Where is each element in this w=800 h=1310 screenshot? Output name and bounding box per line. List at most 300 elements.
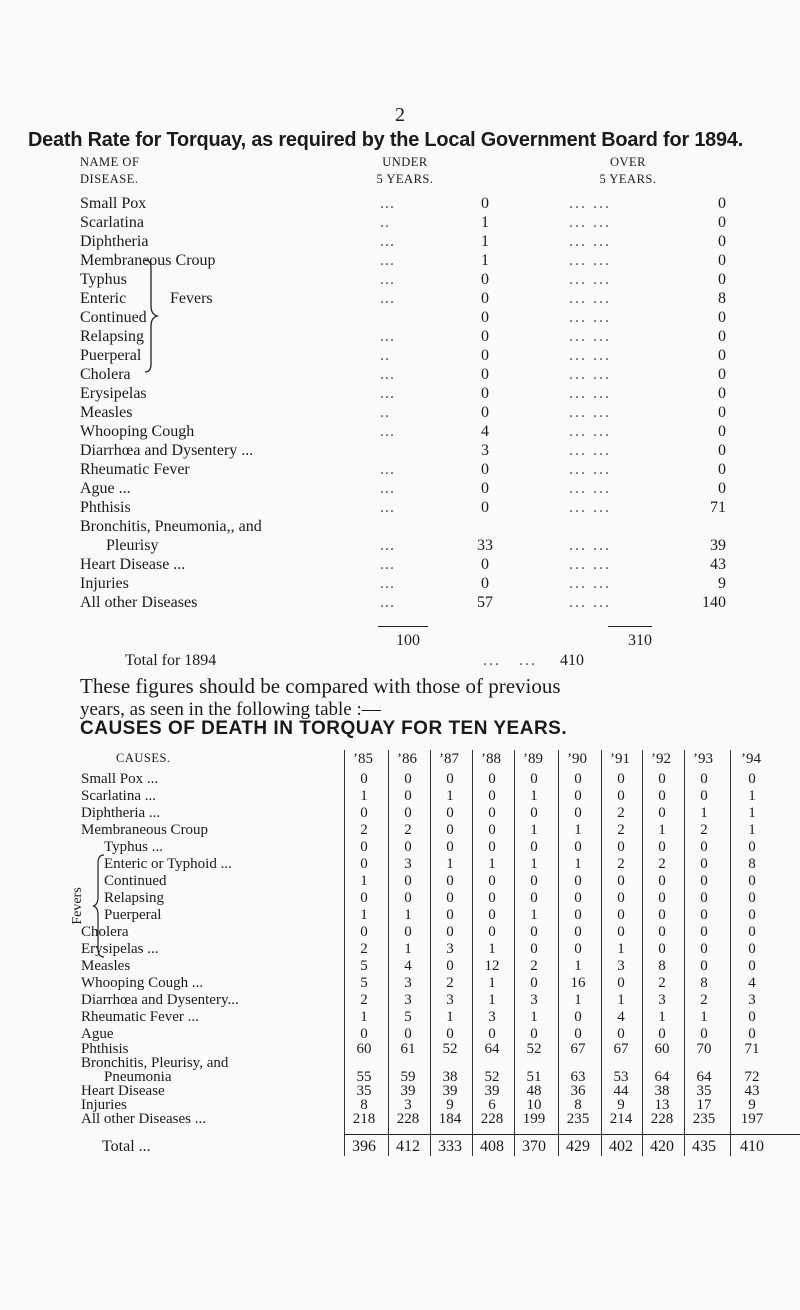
cell-value: 2 — [530, 958, 538, 974]
leader-dots: ... — [380, 537, 395, 554]
under-five-value: 0 — [481, 309, 489, 326]
cell-value: 2 — [658, 856, 666, 872]
disease-name: All other Diseases — [80, 594, 198, 611]
cell-value: 1 — [488, 856, 496, 872]
total-label: Total for 1894 — [125, 652, 217, 669]
disease-name: Cholera — [80, 366, 131, 383]
cell-value: 35 — [696, 1083, 712, 1099]
cause-name: Rheumatic Fever ... — [81, 1009, 199, 1025]
leader-dots: ... ... — [569, 214, 611, 231]
year-header: ’86 — [397, 751, 417, 767]
cell-value: 0 — [404, 839, 412, 855]
year-header: ’88 — [481, 751, 501, 767]
total-value: 333 — [438, 1138, 462, 1155]
cell-value: 71 — [744, 1041, 760, 1057]
cell-value: 1 — [446, 788, 454, 804]
cause-name: Whooping Cough ... — [81, 975, 204, 991]
leader-dots: ... ... — [569, 556, 611, 573]
cell-value: 1 — [574, 822, 582, 838]
over-five-value: 0 — [718, 385, 726, 402]
cell-value: 0 — [360, 924, 368, 940]
total-row-label: Total ... — [102, 1138, 151, 1155]
total-rule — [344, 1134, 800, 1135]
cell-value: 0 — [658, 890, 666, 906]
cause-name: Diphtheria ... — [81, 805, 161, 821]
leader-dots: ... — [380, 328, 395, 345]
cell-value: 0 — [488, 839, 496, 855]
cell-value: 0 — [617, 873, 625, 889]
table-row — [80, 479, 780, 499]
cell-value: 2 — [360, 992, 368, 1008]
cell-value: 0 — [700, 771, 708, 787]
cell-value: 0 — [574, 873, 582, 889]
cell-value: 0 — [446, 890, 454, 906]
cell-value: 0 — [488, 771, 496, 787]
table-row — [80, 498, 780, 518]
cell-value: 0 — [488, 890, 496, 906]
cell-value: 0 — [530, 873, 538, 889]
cell-value: 0 — [446, 822, 454, 838]
cell-value: 1 — [748, 822, 756, 838]
table-row — [80, 441, 780, 461]
name-header-line2: DISEASE. — [80, 172, 139, 186]
cause-name: Diarrhœa and Dysentery... — [81, 992, 239, 1008]
over-five-value: 0 — [718, 233, 726, 250]
cell-value: 0 — [446, 805, 454, 821]
under-five-value: 0 — [481, 556, 489, 573]
cell-value: 0 — [360, 839, 368, 855]
under-five-value: 0 — [481, 461, 489, 478]
cell-value: 0 — [748, 873, 756, 889]
total-value: 429 — [566, 1138, 590, 1155]
cause-name: Typhus ... — [104, 839, 163, 855]
cell-value: 60 — [356, 1041, 372, 1057]
cause-name: Phthisis — [81, 1041, 129, 1057]
cell-value: 0 — [530, 941, 538, 957]
under-five-value: 57 — [477, 594, 493, 611]
under-five-value: 0 — [481, 480, 489, 497]
leader-dots: .. — [380, 214, 390, 231]
cell-value: 0 — [748, 941, 756, 957]
fevers-brace — [143, 258, 167, 374]
cell-value: 52 — [484, 1069, 500, 1085]
cell-value: 1 — [404, 907, 412, 923]
fevers-label: Fevers — [170, 290, 213, 307]
cell-value: 1 — [658, 822, 666, 838]
under-five-value: 0 — [481, 575, 489, 592]
leader-dots: ... ... — [569, 347, 611, 364]
leader-dots: ... ... — [569, 233, 611, 250]
cell-value: 0 — [574, 941, 582, 957]
table-row — [80, 460, 780, 480]
disease-name: Enteric — [80, 290, 127, 307]
total-value: 435 — [692, 1138, 716, 1155]
cell-value: 2 — [617, 822, 625, 838]
leader-dots: ... ... — [569, 252, 611, 269]
cell-value: 3 — [404, 1097, 412, 1113]
cell-value: 1 — [530, 1009, 538, 1025]
cell-value: 3 — [404, 856, 412, 872]
table-row — [80, 327, 780, 347]
cell-value: 0 — [658, 907, 666, 923]
under-five-value: 1 — [481, 252, 489, 269]
over-five-value: 0 — [718, 195, 726, 212]
cell-value: 0 — [446, 958, 454, 974]
cell-value: 0 — [574, 907, 582, 923]
cell-value: 0 — [488, 788, 496, 804]
cell-value: 2 — [446, 975, 454, 991]
cell-value: 0 — [360, 856, 368, 872]
cell-value: 0 — [404, 890, 412, 906]
cell-value: 0 — [700, 958, 708, 974]
cell-value: 0 — [700, 1026, 708, 1042]
subtotal-rule-over — [608, 626, 652, 627]
cell-value: 0 — [700, 924, 708, 940]
cell-value: 3 — [488, 1009, 496, 1025]
fevers-vertical-label: Fevers — [70, 887, 85, 925]
cell-value: 17 — [696, 1097, 712, 1113]
over-five-value: 0 — [718, 328, 726, 345]
cell-value: 1 — [574, 992, 582, 1008]
cell-value: 214 — [609, 1111, 633, 1127]
cell-value: 0 — [658, 924, 666, 940]
cell-value: 0 — [700, 907, 708, 923]
cell-value: 0 — [748, 839, 756, 855]
cell-value: 4 — [748, 975, 756, 991]
leader-dots: ... ... — [569, 594, 611, 611]
cell-value: 2 — [700, 992, 708, 1008]
disease-name: Pleurisy — [106, 537, 159, 554]
leader-dots: ... ... — [569, 385, 611, 402]
cell-value: 1 — [360, 788, 368, 804]
cell-value: 0 — [617, 839, 625, 855]
cell-value: 197 — [740, 1111, 764, 1127]
cell-value: 0 — [658, 771, 666, 787]
cell-value: 1 — [748, 805, 756, 821]
leader-dots: ... ... — [569, 480, 611, 497]
cell-value: 1 — [617, 992, 625, 1008]
cell-value: 0 — [658, 805, 666, 821]
cell-value: 3 — [748, 992, 756, 1008]
leader-dots: ... — [380, 195, 395, 212]
table-row — [80, 403, 780, 423]
cell-value: 1 — [530, 822, 538, 838]
total-row — [0, 1137, 800, 1156]
cell-value: 0 — [748, 890, 756, 906]
cell-value: 0 — [488, 1026, 496, 1042]
cell-value: 0 — [404, 771, 412, 787]
cell-value: 3 — [446, 941, 454, 957]
over-five-value: 43 — [710, 556, 726, 573]
leader-dots: ... — [380, 461, 395, 478]
cell-value: 3 — [658, 992, 666, 1008]
disease-name: Diphtheria — [80, 233, 149, 250]
leader-dots: ... ... — [569, 442, 611, 459]
leader-dots: ... ... — [569, 366, 611, 383]
cell-value: 0 — [404, 873, 412, 889]
leader-dots: ... — [380, 480, 395, 497]
cause-name: Bronchitis, Pleurisy, and — [81, 1055, 229, 1071]
cell-value: 0 — [700, 788, 708, 804]
cause-name: All other Diseases ... — [81, 1111, 206, 1127]
table2-title: CAUSES OF DEATH IN TORQUAY FOR TEN YEARS. — [80, 718, 568, 739]
cell-value: 8 — [574, 1097, 582, 1113]
cell-value: 0 — [574, 1026, 582, 1042]
cell-value: 0 — [658, 1026, 666, 1042]
year-header: ’94 — [741, 751, 761, 767]
cell-value: 0 — [530, 839, 538, 855]
over-header-line2: 5 YEARS. — [599, 172, 657, 186]
cell-value: 36 — [570, 1083, 586, 1099]
leader-dots: ... ... — [569, 423, 611, 440]
disease-name: Phthisis — [80, 499, 131, 516]
cell-value: 0 — [574, 890, 582, 906]
cell-value: 0 — [617, 907, 625, 923]
cell-value: 0 — [574, 839, 582, 855]
cell-value: 1 — [574, 856, 582, 872]
cell-value: 0 — [530, 1026, 538, 1042]
cell-value: 39 — [484, 1083, 500, 1099]
total-value: 420 — [650, 1138, 674, 1155]
over-five-value: 0 — [718, 461, 726, 478]
cell-value: 48 — [526, 1083, 542, 1099]
cell-value: 64 — [654, 1069, 670, 1085]
cause-name: Relapsing — [104, 890, 164, 906]
cell-value: 235 — [566, 1111, 590, 1127]
cell-value: 0 — [748, 907, 756, 923]
page-title: Death Rate for Torquay, as required by the Local Government Board for 1894. — [28, 128, 744, 151]
table-row — [80, 213, 780, 233]
over-five-value: 39 — [710, 537, 726, 554]
cell-value: 2 — [617, 856, 625, 872]
cell-value: 3 — [446, 992, 454, 1008]
over-five-value: 0 — [718, 404, 726, 421]
cell-value: 199 — [522, 1111, 546, 1127]
cell-value: 0 — [530, 924, 538, 940]
cell-value: 0 — [700, 941, 708, 957]
table-row — [0, 1110, 800, 1129]
table-row — [80, 346, 780, 366]
cell-value: 52 — [442, 1041, 458, 1057]
leader-dots: ... — [380, 252, 395, 269]
cell-value: 0 — [617, 890, 625, 906]
cell-value: 0 — [488, 822, 496, 838]
cell-value: 1 — [530, 907, 538, 923]
cell-value: 1 — [530, 856, 538, 872]
subtotal-under: 100 — [396, 632, 420, 649]
cell-value: 9 — [446, 1097, 454, 1113]
cell-value: 2 — [360, 941, 368, 957]
cell-value: 0 — [748, 958, 756, 974]
cell-value: 1 — [748, 788, 756, 804]
cell-value: 16 — [570, 975, 586, 991]
total-value: 396 — [352, 1138, 376, 1155]
under-five-value: 1 — [481, 214, 489, 231]
cell-value: 235 — [692, 1111, 716, 1127]
disease-name: Membraneous Croup — [80, 252, 216, 269]
leader-dots: ... ... — [569, 328, 611, 345]
leader-dots: ... — [380, 423, 395, 440]
cell-value: 0 — [530, 975, 538, 991]
causes-header: CAUSES. — [116, 751, 171, 765]
under-five-value: 33 — [477, 537, 493, 554]
cell-value: 1 — [700, 805, 708, 821]
total-value: 410 — [740, 1138, 764, 1155]
leader-dots: ... ... — [569, 309, 611, 326]
cell-value: 0 — [700, 890, 708, 906]
under-five-value: 0 — [481, 347, 489, 364]
cell-value: 1 — [617, 941, 625, 957]
total-value: 408 — [480, 1138, 504, 1155]
cell-value: 39 — [400, 1083, 416, 1099]
cell-value: 67 — [570, 1041, 586, 1057]
cell-value: 0 — [446, 907, 454, 923]
cell-value: 0 — [574, 1009, 582, 1025]
under-header-line1: UNDER — [382, 155, 428, 169]
cell-value: 0 — [530, 890, 538, 906]
cell-value: 0 — [574, 924, 582, 940]
over-five-value: 0 — [718, 423, 726, 440]
table-row — [80, 593, 780, 613]
table-row — [80, 536, 780, 556]
cell-value: 1 — [360, 1009, 368, 1025]
cell-value: 55 — [356, 1069, 372, 1085]
cell-value: 0 — [530, 805, 538, 821]
cell-value: 0 — [488, 907, 496, 923]
cell-value: 1 — [360, 907, 368, 923]
table-row — [80, 422, 780, 442]
cell-value: 3 — [530, 992, 538, 1008]
cell-value: 52 — [526, 1041, 542, 1057]
leader-dots: ... ... — [569, 290, 611, 307]
cell-value: 184 — [438, 1111, 462, 1127]
cause-name: Membraneous Croup — [81, 822, 209, 838]
cell-value: 38 — [442, 1069, 458, 1085]
total-leader: ... ... — [483, 652, 537, 669]
leader-dots: ... ... — [569, 499, 611, 516]
cell-value: 1 — [488, 941, 496, 957]
leader-dots: ... ... — [569, 271, 611, 288]
leader-dots: ... — [380, 271, 395, 288]
cell-value: 64 — [484, 1041, 500, 1057]
over-five-value: 0 — [718, 366, 726, 383]
cell-value: 0 — [404, 788, 412, 804]
cell-value: 0 — [700, 873, 708, 889]
cell-value: 228 — [650, 1111, 674, 1127]
table-row — [80, 308, 780, 328]
leader-dots: ... — [380, 499, 395, 516]
cell-value: 0 — [360, 805, 368, 821]
cell-value: 13 — [654, 1097, 670, 1113]
cell-value: 1 — [658, 1009, 666, 1025]
cell-value: 0 — [530, 771, 538, 787]
under-header-line2: 5 YEARS. — [376, 172, 434, 186]
under-five-value: 0 — [481, 366, 489, 383]
cell-value: 38 — [654, 1083, 670, 1099]
leader-dots: ... — [380, 233, 395, 250]
cell-value: 8 — [658, 958, 666, 974]
paragraph-line2: years, as seen in the following table :— — [80, 699, 381, 720]
leader-dots: ... — [380, 556, 395, 573]
cell-value: 228 — [480, 1111, 504, 1127]
cell-value: 2 — [404, 822, 412, 838]
cell-value: 0 — [446, 1026, 454, 1042]
cell-value: 9 — [617, 1097, 625, 1113]
cell-value: 3 — [404, 975, 412, 991]
cell-value: 1 — [488, 992, 496, 1008]
table-row — [80, 517, 780, 537]
over-five-value: 0 — [718, 252, 726, 269]
cell-value: 1 — [700, 1009, 708, 1025]
leader-dots: ... — [380, 290, 395, 307]
disease-name: Rheumatic Fever — [80, 461, 190, 478]
cell-value: 53 — [613, 1069, 629, 1085]
cell-value: 2 — [617, 805, 625, 821]
cell-value: 63 — [570, 1069, 586, 1085]
cause-name: Ague — [81, 1026, 114, 1042]
table-row — [80, 251, 780, 271]
over-five-value: 140 — [702, 594, 726, 611]
leader-dots: ... ... — [569, 575, 611, 592]
year-header: ’93 — [693, 751, 713, 767]
cell-value: 4 — [404, 958, 412, 974]
under-five-value: 0 — [481, 290, 489, 307]
cell-value: 70 — [696, 1041, 712, 1057]
over-five-value: 0 — [718, 214, 726, 231]
leader-dots: ... — [380, 594, 395, 611]
cell-value: 218 — [352, 1111, 376, 1127]
cell-value: 0 — [748, 1009, 756, 1025]
table-row — [80, 194, 780, 214]
cause-name: Injuries — [81, 1097, 127, 1113]
under-five-value: 0 — [481, 271, 489, 288]
cell-value: 61 — [400, 1041, 416, 1057]
under-five-value: 0 — [481, 404, 489, 421]
cell-value: 5 — [360, 975, 368, 991]
cell-value: 0 — [574, 788, 582, 804]
leader-dots: .. — [380, 404, 390, 421]
table-row — [80, 270, 780, 290]
total-value: 412 — [396, 1138, 420, 1155]
cell-value: 0 — [360, 771, 368, 787]
year-header: ’91 — [610, 751, 630, 767]
disease-name: Puerperal — [80, 347, 142, 364]
cell-value: 1 — [446, 856, 454, 872]
cause-name: Heart Disease — [81, 1083, 165, 1099]
over-five-value: 9 — [718, 575, 726, 592]
over-five-value: 0 — [718, 347, 726, 364]
disease-name: Whooping Cough — [80, 423, 195, 440]
cell-value: 2 — [658, 975, 666, 991]
total-value: 402 — [609, 1138, 633, 1155]
year-header: ’87 — [439, 751, 459, 767]
cause-name: Continued — [104, 873, 167, 889]
disease-name: Measles — [80, 404, 133, 421]
cell-value: 60 — [654, 1041, 670, 1057]
over-header-line1: OVER — [609, 155, 647, 169]
paragraph-line1: These figures should be compared with those of previous — [80, 674, 561, 698]
cell-value: 39 — [442, 1083, 458, 1099]
cell-value: 3 — [617, 958, 625, 974]
total-value: 370 — [522, 1138, 546, 1155]
cell-value: 51 — [526, 1069, 542, 1085]
cell-value: 1 — [530, 788, 538, 804]
cell-value: 0 — [404, 924, 412, 940]
cell-value: 35 — [356, 1083, 372, 1099]
cell-value: 1 — [404, 941, 412, 957]
leader-dots: ... — [380, 575, 395, 592]
cell-value: 0 — [617, 975, 625, 991]
